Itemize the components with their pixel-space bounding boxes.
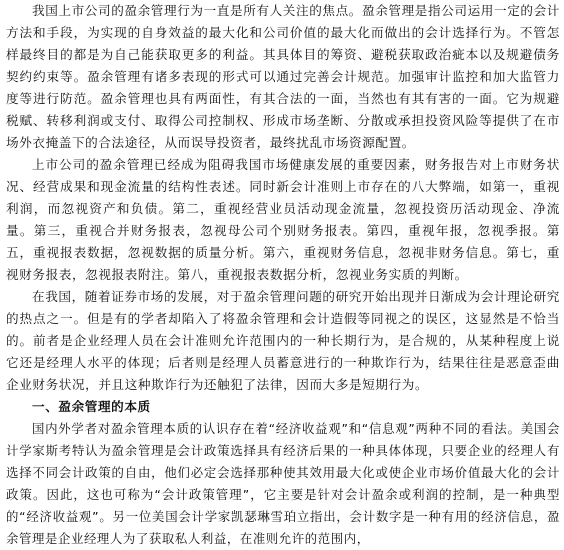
paragraph-1: 我国上市公司的盈余管理行为一直是所有人关注的焦点。盈余管理是指公司运用一定的会计方法和手段，为实现的自身效益的最大化和公司价值的最大化而做出的会计选择行为。不管怎样最终目的都是为自己能获取更多的利益。其具体目的筹资、避税获取政治疵本以及规避债务契约约束等。盈余管理有诸多表现的形式可以通过完善会计规范。加强审计监控和加大监管力度等进行防范。盈余管理也具有两面性，有其合法的一面，当然也有其有害的一面。它为规避税赋、转移利润或支付、取得公司控制权、形成市场垄断、分散或承担投资风险等提供了在市场外衣掩盖下的合法途径，从而误导投资者，最终扰乱市场资源配置。 bbox=[6, 3, 560, 150]
section-body bbox=[0, 418, 564, 550]
paragraph-4: 国内外学者对盈余管理本质的认识存在着“经济收益观”和“信息观”两种不同的看法。美国会计学家斯考特认为盈余管理是会计政策选择具有经济后果的一种具体体现，只要企业的经理人有选择不同会计政策的自由，他们必定会选择那种使其效用最大化或使企业市场价值最大化的会计政策。因此，这也可称为“会计政策管理”，它主要是针对会计盈余或利润的控制，是一种典型的“经济收益观”。另一位美国会计学家凯瑟琳雪珀立指出，会计数字是一种有用的经济信息，盈余管理是企业经理人为了获取私人利益，在准则允许的范围内， bbox=[6, 421, 560, 546]
paragraph-3: 在我国，随着证券市场的发展，对于盈余管理问题的研究开始出现并日渐成为会计理论研究的热点之一。但是有的学者却陷入了将盈余管理和会计造假等同视之的误区，这显然是不恰当的。前者是企业经理人员在会计准则允许范围内的一种长期行为，是合规的，从某种程度上说它还是经理人水平的体现；后者则是经理人员蓄意进行的一种欺诈行为，结果往往是恶意歪曲企业财务状况，并且这种欺诈行为还触犯了法律，因而大多是短期行为。 bbox=[6, 289, 560, 392]
section-heading: 一、盈余管理的本质 bbox=[32, 399, 151, 414]
paragraph-2: 上市公司的盈余管理已经成为阻碍我国市场健康发展的重要因素，财务报告对上市财务状况、经营成果和现金流量的结构性表述。同时新会计准则上市存在的八大弊端，如第一，重视利润，而忽视资产和负债。第二，重视经营业员活动现金流量，忽视投资历活动现金、净流量。第三，重视合并财务报表，忽视母公司个别财务报表。第四，重视年报，忽视季报。第五，重视报表数据，忽视数据的质量分析。第六，重视财务信息，忽视非财务信息。第七，重视财务报表，忽视报表附注。第八，重视报表数据分析，忽视业务实质的判断。 bbox=[6, 157, 560, 282]
